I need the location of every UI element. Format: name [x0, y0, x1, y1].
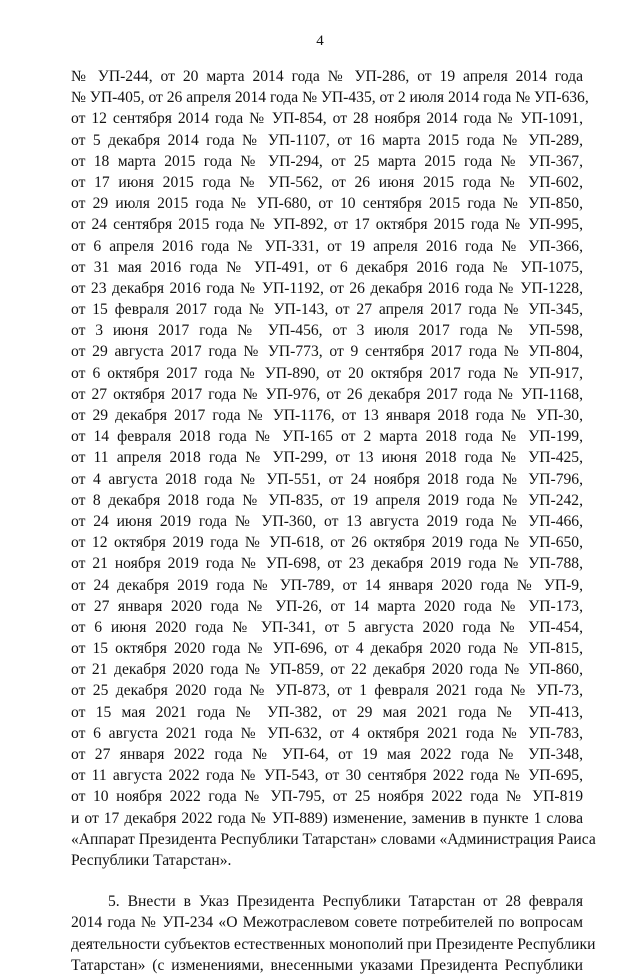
text-line: от 6 октября 2017 года № УП-890, от 20 октября 2017 года № УП-917, [71, 364, 583, 382]
text-line: от 10 ноября 2022 года № УП-795, от 25 ноября 2022 года № УП-819 [71, 788, 583, 806]
text-line: от 21 декабря 2020 года № УП-859, от 22 декабря 2020 года № УП-860, [71, 661, 583, 679]
text-line: от 18 марта 2015 года № УП-294, от 25 марта 2015 года № УП-367, [71, 152, 583, 170]
text-line: от 6 апреля 2016 года № УП-331, от 19 апреля 2016 года № УП-366, [71, 237, 583, 255]
text-line: от 15 мая 2021 года № УП-382, от 29 мая 2021 года № УП-413, [71, 703, 583, 721]
text-line: от 5 декабря 2014 года № УП-1107, от 16 марта 2015 года № УП-289, [71, 131, 583, 149]
text-line: от 14 февраля 2018 года № УП-165 от 2 марта 2018 года № УП-199, [71, 428, 583, 446]
text-line: от 6 августа 2021 года № УП-632, от 4 октября 2021 года № УП-783, [71, 724, 583, 742]
text-line: от 15 октября 2020 года № УП-696, от 4 декабря 2020 года № УП-815, [71, 640, 583, 658]
text-line: от 29 декабря 2017 года № УП-1176, от 13 января 2018 года № УП-30, [71, 407, 583, 424]
text-line: от 21 ноября 2019 года № УП-698, от 23 декабря 2019 года № УП-788, [71, 555, 583, 573]
paragraph-amendments-list [71, 66, 596, 871]
text-line: от 24 сентября 2015 года № УП-892, от 17 октября 2015 года № УП-995, [71, 216, 583, 234]
text-line: Татарстан» (с изменениями, внесенными указами Президента Республики [71, 956, 583, 974]
text-line: и от 17 декабря 2022 года № УП-889) изменение, заменив в пункте 1 слова [71, 809, 583, 827]
text-line: от 27 октября 2017 года № УП-976, от 26 декабря 2017 года № УП-1168, [71, 385, 583, 403]
text-line: от 25 декабря 2020 года № УП-873, от 1 февраля 2021 года № УП-73, [71, 682, 583, 700]
text-line: деятельности субъектов естественных монополий при Президенте Республики [71, 935, 596, 953]
text-line: от 29 июля 2015 года № УП-680, от 10 сентября 2015 года № УП-850, [71, 195, 583, 213]
document-body [71, 66, 596, 976]
text-line: от 29 августа 2017 года № УП-773, от 9 сентября 2017 года № УП-804, [71, 343, 583, 361]
text-line: от 17 июня 2015 года № УП-562, от 26 июня 2015 года № УП-602, [71, 173, 583, 191]
text-line: 2014 года № УП-234 «О Межотраслевом совете потребителей по вопросам [71, 914, 583, 932]
text-line: Республики Татарстан». [71, 851, 232, 869]
text-line: от 31 мая 2016 года № УП-491, от 6 декабря 2016 года № УП-1075, [71, 258, 583, 276]
text-line: от 12 октября 2019 года № УП-618, от 26 октября 2019 года № УП-650, [71, 534, 583, 552]
text-line: № УП-244, от 20 марта 2014 года № УП-286, от 19 апреля 2014 года [71, 68, 583, 85]
page-number: 4 [316, 33, 324, 49]
text-line: от 8 декабря 2018 года № УП-835, от 19 апреля 2019 года № УП-242, [71, 491, 583, 509]
text-line: от 27 января 2020 года № УП-26, от 14 марта 2020 года № УП-173, [71, 597, 583, 615]
text-line: от 27 января 2022 года № УП-64, от 19 мая 2022 года № УП-348, [71, 746, 583, 763]
text-line: от 15 февраля 2017 года № УП-143, от 27 апреля 2017 года № УП-345, [71, 301, 583, 319]
text-line: от 12 сентября 2014 года № УП-854, от 28 ноября 2014 года № УП-1091, [71, 110, 583, 128]
text-line: «Аппарат Президента Республики Татарстан» словами «Администрация Раиса [71, 830, 596, 848]
text-line: от 11 августа 2022 года № УП-543, от 30 сентября 2022 года № УП-695, [71, 767, 583, 785]
text-line: от 3 июня 2017 года № УП-456, от 3 июля 2017 года № УП-598, [71, 322, 583, 340]
text-line: от 24 декабря 2019 года № УП-789, от 14 января 2020 года № УП-9, [71, 576, 583, 594]
text-line: от 23 декабря 2016 года № УП-1192, от 26 декабря 2016 года № УП-1228, [71, 279, 583, 297]
text-line: от 24 июня 2019 года № УП-360, от 13 августа 2019 года № УП-466, [71, 512, 583, 530]
text-line: 5. Внести в Указ Президента Республики Татарстан от 28 февраля [108, 893, 583, 911]
paragraph-item-5 [71, 891, 596, 976]
text-line: от 4 августа 2018 года № УП-551, от 24 ноября 2018 года № УП-796, [71, 470, 583, 488]
text-line: от 6 июня 2020 года № УП-341, от 5 августа 2020 года № УП-454, [71, 618, 583, 636]
text-line: от 11 апреля 2018 года № УП-299, от 13 июня 2018 года № УП-425, [71, 449, 583, 467]
text-line: № УП-405, от 26 апреля 2014 года № УП-435, от 2 июля 2014 года № УП-636, [71, 89, 589, 107]
